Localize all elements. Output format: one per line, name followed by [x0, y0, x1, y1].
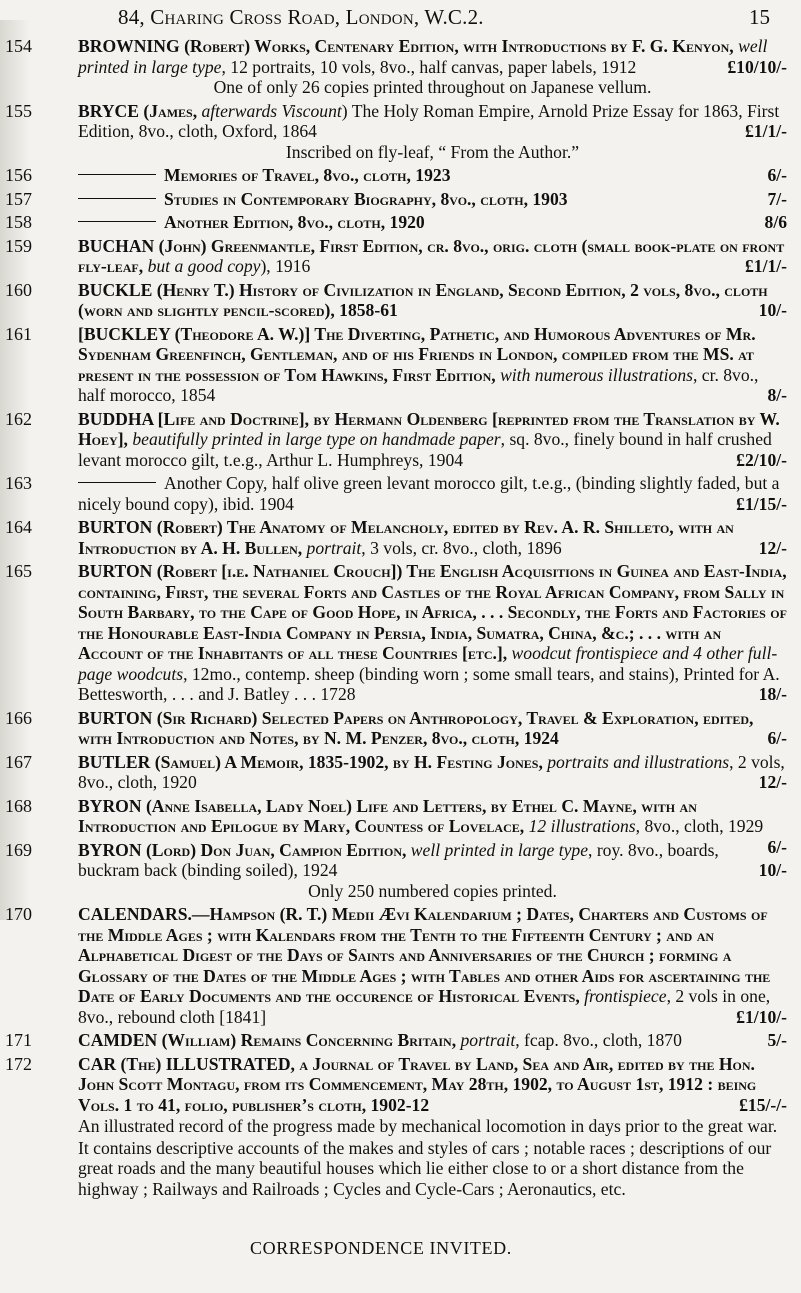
entry-number: 157 — [5, 188, 32, 209]
entry-number: 160 — [5, 279, 32, 300]
entry-text: Another Edition, 8vo., cloth, 1920 — [164, 212, 425, 232]
entry-number: 172 — [5, 1053, 32, 1074]
entry-details: , 2 vols in one, 8vo., rebound cloth [1841] — [78, 986, 771, 1027]
entry-price: 6/- — [767, 165, 787, 185]
ditto-rule — [78, 198, 156, 199]
entry-author: BURTON — [78, 707, 153, 728]
entry-details: , sq. 8vo., finely bound in half crushed levant morocco gilt, t.e.g., Arthur L. Humphreys, 1904 — [78, 429, 772, 470]
entry-italic: portrait — [306, 537, 362, 558]
entry-author: BURTON — [78, 517, 153, 537]
entry-details: , 2 vols, 8vo., cloth, 1920 — [78, 751, 785, 792]
entry-details: ) The Holy Roman Empire, Arnold Prize Essay for 1863, First Edition, 8vo., cloth, Oxford, 1864 — [78, 100, 780, 141]
entry-number: 163 — [5, 473, 32, 493]
footer-notice: CORRESPONDENCE INVITED. — [250, 1238, 512, 1258]
entry-author: CAMDEN — [78, 1030, 158, 1050]
catalogue-entry-161 — [5, 323, 787, 406]
entry-title: (William) Remains Concerning Britain, — [157, 1030, 461, 1050]
catalogue-entries — [0, 36, 801, 1202]
catalogue-entry-165 — [5, 561, 787, 705]
header-address: 84, Charing Cross Road, London, W.C.2. — [118, 5, 484, 29]
catalogue-entry-160 — [5, 279, 787, 321]
entry-number: 169 — [5, 839, 32, 860]
entry-number: 167 — [5, 751, 32, 772]
entry-title: [Life and Doctrine], by Hermann Oldenberg [reprinted from the Translation by W. Hoey], — [78, 408, 780, 449]
entry-italic: portraits and illustrations — [547, 751, 730, 772]
entry-number: 171 — [5, 1030, 32, 1050]
entry-price: 10/- — [758, 860, 787, 880]
entry-author: BYRON — [78, 795, 142, 816]
entry-note: Inscribed on fly-leaf, “ From the Author.” — [285, 141, 580, 162]
catalogue-entry-156 — [5, 165, 787, 186]
entry-italic: beautifully printed in large type on handmade paper — [132, 429, 501, 449]
entry-author: BUTLER — [78, 751, 151, 772]
entry-description: It contains descriptive accounts of the makes and styles of cars ; notable races ; descriptions of our great roads and the many beautiful houses which lie either close to or a short distance from the highway ; Railways and Railroads ; Cycles and Cycle-Cars ; Aeronautics, etc. — [78, 1137, 772, 1199]
entry-title: (Theodore A. W.)] The Diverting, Pathetic, and Humorous Adventures of Mr. Sydenham Greenfinch, Gentleman, and of his Friends in London, compiled from the MS. at present in the possession of Tom Hawkins, First Edition, — [78, 323, 756, 385]
entry-price: 12/- — [758, 772, 787, 792]
entry-note: Only 250 numbered copies printed. — [308, 880, 557, 901]
entry-price: 7/- — [767, 188, 787, 209]
entry-author: [BUCKLEY — [78, 323, 171, 344]
catalogue-entry-169 — [5, 839, 787, 902]
entry-details: , 3 vols, cr. 8vo., cloth, 1896 — [361, 537, 562, 558]
entry-number: 170 — [5, 904, 32, 924]
entry-text: Another Copy, half olive green levant morocco gilt, t.e.g., (binding slightly faded, but a nicely bound copy), ibid. 1904 — [78, 473, 780, 514]
entry-italic: portrait — [460, 1030, 516, 1050]
entry-author: BUCKLE — [78, 279, 153, 300]
entry-title: (Lord) Don Juan, Campion Edition, — [141, 839, 411, 860]
entry-number: 159 — [5, 235, 32, 256]
entry-author: BURTON — [78, 561, 153, 581]
entry-details: , fcap. 8vo., cloth, 1870 — [515, 1030, 682, 1050]
entry-description: An illustrated record of the progress made by mechanical locomotion in days prior to the great war. — [78, 1116, 778, 1136]
page-header — [70, 5, 770, 33]
entry-italic: with numerous illustrations — [500, 364, 693, 385]
entry-author: CALENDARS. — [78, 904, 192, 924]
entry-text: Studies in Contemporary Biography, 8vo., cloth, 1903 — [164, 188, 568, 209]
entry-details: ), 1916 — [260, 256, 311, 276]
entry-number: 166 — [5, 707, 32, 728]
entry-price: 8/- — [767, 385, 787, 405]
catalogue-entry-166 — [5, 707, 787, 749]
entry-price: £1/1/- — [744, 256, 787, 276]
entry-author: BUDDHA — [78, 408, 154, 429]
ditto-rule — [78, 221, 156, 222]
entry-title: (The) ILLUSTRATED, a Journal of Travel by Land, Sea and Air, edited by the Hon. John Scott Montagu, from its Commencement, May 28th, 1902, to August 1st, 1912 : being Vols. 1 to 41, folio, publisher’s cloth, 1902-12 — [78, 1053, 757, 1115]
entry-details: , roy. 8vo., boards, buckram back (binding soiled), 1924 — [78, 839, 719, 880]
entry-text: Memories of Travel, 8vo., cloth, 1923 — [164, 165, 451, 185]
entry-number: 165 — [5, 561, 32, 581]
entry-note: One of only 26 copies printed throughout on Japanese vellum. — [213, 77, 652, 97]
entry-italic: well printed in large type — [78, 36, 768, 77]
entry-price: £1/10/- — [736, 1006, 787, 1027]
ditto-rule — [78, 174, 156, 175]
entry-number: 162 — [5, 408, 32, 429]
entry-price: £2/10/- — [736, 449, 787, 470]
entry-author: BYRON — [78, 839, 142, 860]
entry-price: £10/10/- — [727, 56, 787, 77]
entry-number: 155 — [5, 100, 32, 121]
entry-title: —Hampson (R. T.) Medii Ævi Kalendarium ; Dates, Charters and Customs of the Middle Ages ; with Kalendars from the Tenth to the Fifteenth Century ; and an Alphabetical Digest of the Days of Saints and Anniversaries of the Church ; forming a Glossary of the Dates of the Middle Ages ; with Tables and other Aids for ascertaining the Date of Early Documents and the occurence of Historical Events, — [78, 904, 771, 1006]
entry-price: £1/1/- — [744, 121, 787, 141]
catalogue-entry-163 — [5, 473, 787, 514]
entry-details: , 12mo., contemp. sheep (binding worn ; some small tears, and stains), Printed for A. Bettesworth, . . . and J. Batley . . . 1728 — [78, 663, 780, 704]
entry-author: CAR — [78, 1053, 117, 1074]
entry-price: 5/- — [767, 1030, 787, 1050]
catalogue-entry-164 — [5, 517, 787, 558]
entry-details: , 8vo., cloth, 1929 — [635, 816, 764, 836]
entry-italic: frontispiece — [584, 986, 667, 1006]
entry-title: (Robert [i.e. Nathaniel Crouch]) The English Acquisitions in Guinea and East-India, containing, First, the several Forts and Castles of the Royal African Company, from Sally in South Barbary, to the Cape of Good Hope, in Africa, . . . Secondly, the Forts and Factories of the Honourable East-India Company in Persia, India, Sumatra, China, &c.; . . . with an Account of the Inhabitants of all these Countries [etc.], — [78, 561, 787, 663]
entry-author: BUCHAN — [78, 235, 155, 256]
entry-price: 6/- — [767, 836, 787, 857]
entry-title: (Anne Isabella, Lady Noel) Life and Letters, by Ethel C. Mayne, with an Introduction and Epilogue by Mary, Countess of Lovelace, — [78, 795, 697, 836]
catalogue-entry-157 — [5, 188, 787, 210]
entry-number: 158 — [5, 212, 32, 232]
entry-number: 154 — [5, 36, 32, 56]
catalogue-entry-167 — [5, 751, 787, 793]
entry-number: 161 — [5, 323, 32, 344]
entry-details: , cr. 8vo., half morocco, 1854 — [78, 364, 759, 405]
entry-price: 18/- — [758, 684, 787, 704]
entry-number: 156 — [5, 165, 32, 185]
entry-price: £1/15/- — [736, 493, 787, 514]
ditto-rule — [78, 482, 156, 483]
entry-title: (Sir Richard) Selected Papers on Anthropology, Travel & Exploration, edited, with Introduction and Notes, by N. M. Penzer, 8vo., cloth, 1924 — [78, 707, 754, 748]
entry-italic: afterwards Viscount — [201, 100, 342, 121]
entry-price: 12/- — [758, 537, 787, 558]
catalogue-entry-172 — [5, 1053, 787, 1200]
entry-details: , 12 portraits, 10 vols, 8vo., half canvas, paper labels, 1912 — [221, 56, 637, 77]
catalogue-entry-155 — [5, 100, 787, 163]
entry-price: 10/- — [758, 300, 787, 320]
entry-title: (Samuel) A Memoir, 1835-1902, by H. Festing Jones, — [150, 751, 548, 772]
catalogue-entry-171 — [5, 1030, 787, 1051]
catalogue-entry-159 — [5, 235, 787, 277]
entry-italic: 12 illustrations — [528, 816, 636, 836]
entry-number: 164 — [5, 517, 32, 537]
entry-italic: woodcut frontispiece and 4 other full-page woodcuts — [78, 643, 778, 684]
entry-italic: well printed in large type — [410, 839, 589, 860]
entry-price: £15/-/- — [739, 1094, 787, 1115]
entry-title: (Robert) The Anatomy of Melancholy, edited by Rev. A. R. Shilleto, with an Introduction by A. H. Bullen, — [78, 517, 734, 558]
page-number: 15 — [749, 5, 770, 29]
entry-author: BROWNING — [78, 36, 180, 56]
entry-title: (James, — [138, 100, 202, 121]
entry-price: 8/6 — [764, 212, 787, 232]
entry-author: BRYCE — [78, 100, 139, 121]
entry-italic: but a good copy — [147, 256, 261, 276]
entry-number: 168 — [5, 795, 32, 816]
catalogue-entry-154 — [5, 36, 787, 98]
catalogue-entry-158 — [5, 212, 787, 233]
entry-title: (Robert) Works, Centenary Edition, with Introductions by F. G. Kenyon, — [179, 36, 739, 56]
catalogue-entry-170 — [5, 904, 787, 1027]
entry-price: 6/- — [767, 728, 787, 748]
entry-title: (John) Greenmantle, First Edition, cr. 8vo., orig. cloth (small book-plate on front fly-leaf, — [78, 235, 785, 276]
catalogue-entry-162 — [5, 408, 787, 471]
entry-title: (Henry T.) History of Civilization in England, Second Edition, 2 vols, 8vo., cloth (worn and slightly pencil-scored), 1858-61 — [78, 279, 768, 320]
